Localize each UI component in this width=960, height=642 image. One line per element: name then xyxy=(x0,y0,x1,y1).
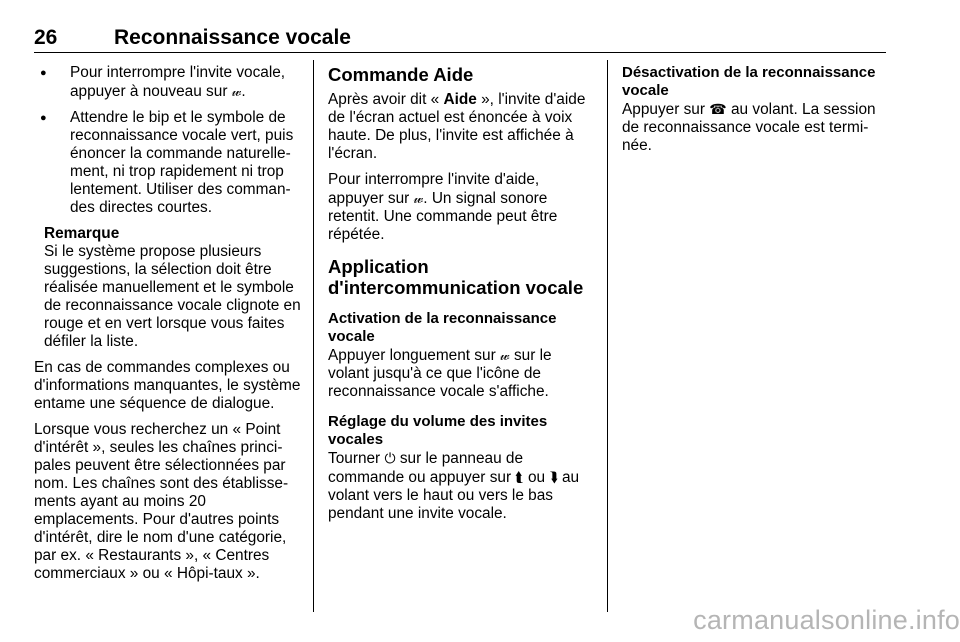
note-title: Remarque xyxy=(44,225,120,242)
column-middle xyxy=(328,64,596,531)
column-left xyxy=(34,64,304,591)
bullet-text: . xyxy=(241,83,246,100)
volume-up-icon: ⮬ xyxy=(515,469,524,485)
bullet-text: Attendre le bip et le symbole de reconnaissance vocale vert, puis énoncer la commande naturelle-ment, ni trop rapidement ni trop lentement. Utiliser des comman-des directes courtes. xyxy=(70,109,294,216)
note-text: Si le système propose plusieurs suggestions, la sélection doit être réalisée manuellement et le symbole de reconnaissance vocale clignote en rouge et en vert lorsque vous faites défiler la liste. xyxy=(44,243,301,350)
heading-volume: Réglage du volume des invites vocales xyxy=(328,413,548,448)
column-divider xyxy=(313,60,314,612)
text: Pour interrompre l'invite d'aide, appuyer sur xyxy=(328,171,540,207)
text: . Un signal sonore retentit. Une commande peut être répétée. xyxy=(328,190,558,243)
watermark: carmanualsonline.info xyxy=(693,605,960,635)
page-header xyxy=(34,26,886,52)
paragraph: Lorsque vous recherchez un « Point d'intérêt », seules les chaînes princi-pales peuvent être sélectionnées par nom. Les chaînes sont des établisse-ments ayant au moins 20 emplacements. Pour d'autres points d'intérêt, dire le nom d'une catégorie, par ex. « Restaurants », « Centres commerciaux » ou « Hôpi-taux ». xyxy=(34,421,289,582)
column-right xyxy=(622,64,888,163)
heading-activation: Activation de la reconnaissance vocale xyxy=(328,310,557,345)
text: ou xyxy=(523,469,550,486)
voice-icon: 𝓌 xyxy=(231,83,242,99)
paragraph xyxy=(328,449,596,523)
heading-deactivation: Désactivation de la reconnaissance vocale xyxy=(622,64,876,99)
text: Appuyer sur xyxy=(622,101,710,118)
power-knob-icon: ⏻ xyxy=(384,450,396,466)
text: sur le volant jusqu'à ce que l'icône de reconnaissance vocale s'affiche. xyxy=(328,347,552,400)
column-divider xyxy=(607,60,608,612)
hang-up-icon: ☎ xyxy=(709,101,727,117)
bullet-item xyxy=(34,64,304,101)
text: au volant. La session de reconnaissance vocale est termi-née. xyxy=(622,101,876,154)
page-number: 26 xyxy=(34,26,58,49)
bullet-item xyxy=(34,109,304,217)
heading-voice-passthrough: Application d'intercommunication vocale xyxy=(328,256,584,298)
text: Après avoir dit « xyxy=(328,91,444,108)
text: », l'invite d'aide de l'écran actuel est énoncée à voix haute. De plus, l'invite est affichée à l'écran. xyxy=(328,91,586,162)
volume-down-icon: ⮯ xyxy=(549,469,558,485)
bold-text: Aide xyxy=(443,91,477,108)
header-rule xyxy=(34,52,886,53)
text: sur le panneau de commande ou appuyer sur xyxy=(328,450,524,486)
text: Appuyer longuement sur xyxy=(328,347,500,364)
page-title: Reconnaissance vocale xyxy=(114,26,351,49)
paragraph xyxy=(328,346,596,401)
voice-icon: 𝓌 xyxy=(499,347,510,363)
paragraph xyxy=(328,171,596,244)
paragraph xyxy=(622,100,888,155)
text: au volant vers le haut ou vers le bas pendant une invite vocale. xyxy=(328,469,580,522)
paragraph xyxy=(328,91,596,163)
paragraph: En cas de commandes complexes ou d'informations manquantes, le système entame une séquence de dialogue. xyxy=(34,359,301,412)
heading-help-command: Commande Aide xyxy=(328,64,474,85)
bullet-text: Pour interrompre l'invite vocale, appuyer à nouveau sur xyxy=(70,64,286,100)
note-box xyxy=(34,225,304,351)
text: Tourner xyxy=(328,450,385,467)
voice-icon: 𝓌 xyxy=(413,190,424,206)
